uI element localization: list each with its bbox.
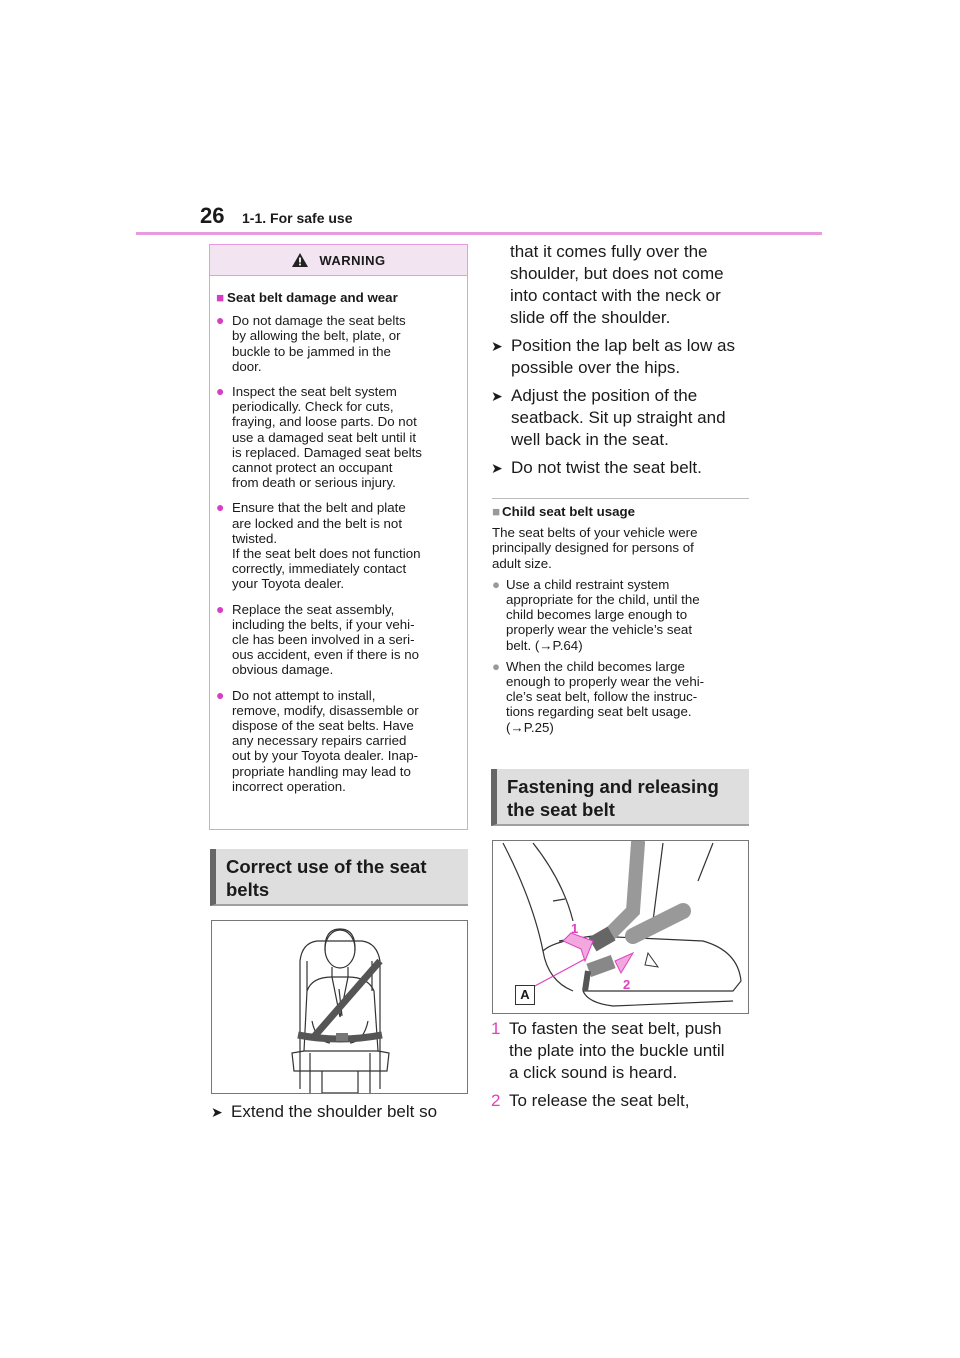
child-item bbox=[492, 577, 754, 653]
step-text: To fasten the seat belt, push the plate into the buckle until a click sound is heard. bbox=[509, 1019, 725, 1082]
check-arrow-icon: ➤ bbox=[491, 338, 503, 354]
warning-item bbox=[216, 500, 459, 591]
square-bullet-icon: ■ bbox=[216, 290, 225, 305]
fastening-heading: Fastening and releasing the seat belt bbox=[491, 769, 749, 826]
bullet-item bbox=[491, 457, 753, 479]
warning-item-text: Inspect the seat belt system periodically. Check for cuts, fraying, and loose parts. Do not use a damaged seat belt until it is replaced. Damaged seat belts cannot protect an occupant from death or serious injury. bbox=[232, 384, 422, 491]
warning-heading bbox=[216, 290, 459, 305]
fastening-steps bbox=[491, 1018, 756, 1112]
warning-item bbox=[216, 602, 459, 678]
section-title: 1-1. For safe use bbox=[242, 210, 353, 226]
dot-bullet-icon: ● bbox=[216, 499, 225, 516]
child-item-text: Use a child restraint system appropriate for the child, until the child becomes large enough to properly wear the vehicle’s seat belt. (→P.64) bbox=[506, 576, 700, 653]
bullet-item bbox=[491, 385, 753, 451]
step-item bbox=[491, 1090, 756, 1112]
warning-item-text: Do not attempt to install, remove, modify, disassemble or dispose of the seat belts. Have any necessary repairs carried out by your Toyota dealer. Inap- propriate handling may lead to incorrect operation. bbox=[232, 687, 419, 794]
bullet-item bbox=[491, 335, 753, 379]
callout-1: 1 bbox=[571, 921, 579, 936]
dot-bullet-icon: ● bbox=[216, 686, 225, 703]
step-number: 2 bbox=[491, 1091, 501, 1110]
child-item-text: When the child becomes large enough to properly wear the vehi- cle’s seat belt, follow the instruc- tions regarding seat belt usage. (→P.25) bbox=[506, 658, 705, 735]
child-heading-text: Child seat belt usage bbox=[502, 504, 636, 519]
warning-triangle-icon bbox=[291, 252, 309, 268]
seated-person-drawing bbox=[212, 921, 467, 1093]
warning-item-text: Replace the seat assembly, including the belts, if your vehi- cle has been involved in a seri- ous accident, even if there is no obvious damage. bbox=[232, 601, 420, 678]
step-item bbox=[491, 1018, 756, 1084]
child-intro: The seat belts of your vehicle were principally designed for persons of adult size. bbox=[492, 525, 698, 571]
page-number: 26 bbox=[200, 203, 225, 228]
bullet-text: Adjust the position of the seatback. Sit up straight and well back in the seat. bbox=[511, 386, 726, 449]
warning-box bbox=[209, 244, 468, 830]
check-arrow-icon: ➤ bbox=[211, 1104, 223, 1120]
buckle-illustration bbox=[492, 840, 749, 1014]
dot-bullet-icon: ● bbox=[216, 383, 225, 400]
child-item bbox=[492, 659, 754, 735]
check-arrow-icon: ➤ bbox=[491, 388, 503, 404]
bullet-text: Do not twist the seat belt. bbox=[511, 458, 702, 477]
bullet-text: Position the lap belt as low as possible over the hips. bbox=[511, 336, 735, 377]
check-arrow-icon: ➤ bbox=[491, 460, 503, 476]
warning-item bbox=[216, 384, 459, 490]
step-text: To release the seat belt, bbox=[509, 1091, 690, 1110]
child-section-rule bbox=[492, 498, 749, 499]
child-section bbox=[492, 504, 754, 735]
callout-a: A bbox=[515, 985, 535, 1005]
warning-item-text: Ensure that the belt and plate are locked and the belt is not twisted. If the seat belt does not function correctly, immediately contact your Toyota dealer. bbox=[232, 500, 421, 592]
correct-use-bullets bbox=[491, 335, 753, 479]
correct-use-heading: Correct use of the seat belts bbox=[210, 849, 468, 906]
warning-item bbox=[216, 313, 459, 374]
warning-header bbox=[210, 245, 467, 276]
continuation-text: that it comes fully over the shoulder, but does not come into contact with the neck or slide off the shoulder. bbox=[510, 242, 724, 327]
warning-title: WARNING bbox=[319, 252, 386, 268]
dot-bullet-icon: ● bbox=[492, 576, 501, 592]
seated-person-illustration bbox=[211, 920, 468, 1094]
square-bullet-icon: ■ bbox=[492, 504, 501, 519]
dot-bullet-icon: ● bbox=[216, 600, 225, 617]
dot-bullet-icon: ● bbox=[492, 658, 501, 674]
warning-heading-text: Seat belt damage and wear bbox=[227, 290, 398, 305]
bullet-text: Extend the shoulder belt so bbox=[231, 1102, 438, 1121]
warning-body bbox=[210, 276, 467, 794]
bullet-extend-shoulder bbox=[211, 1101, 471, 1123]
warning-item bbox=[216, 688, 459, 794]
step-number: 1 bbox=[491, 1019, 501, 1038]
dot-bullet-icon: ● bbox=[216, 312, 225, 329]
callout-2: 2 bbox=[623, 977, 631, 992]
child-heading bbox=[492, 504, 754, 519]
header-rule bbox=[136, 232, 822, 235]
warning-item-text: Do not damage the seat belts by allowing the belt, plate, or buckle to be jammed in the door. bbox=[232, 313, 406, 374]
